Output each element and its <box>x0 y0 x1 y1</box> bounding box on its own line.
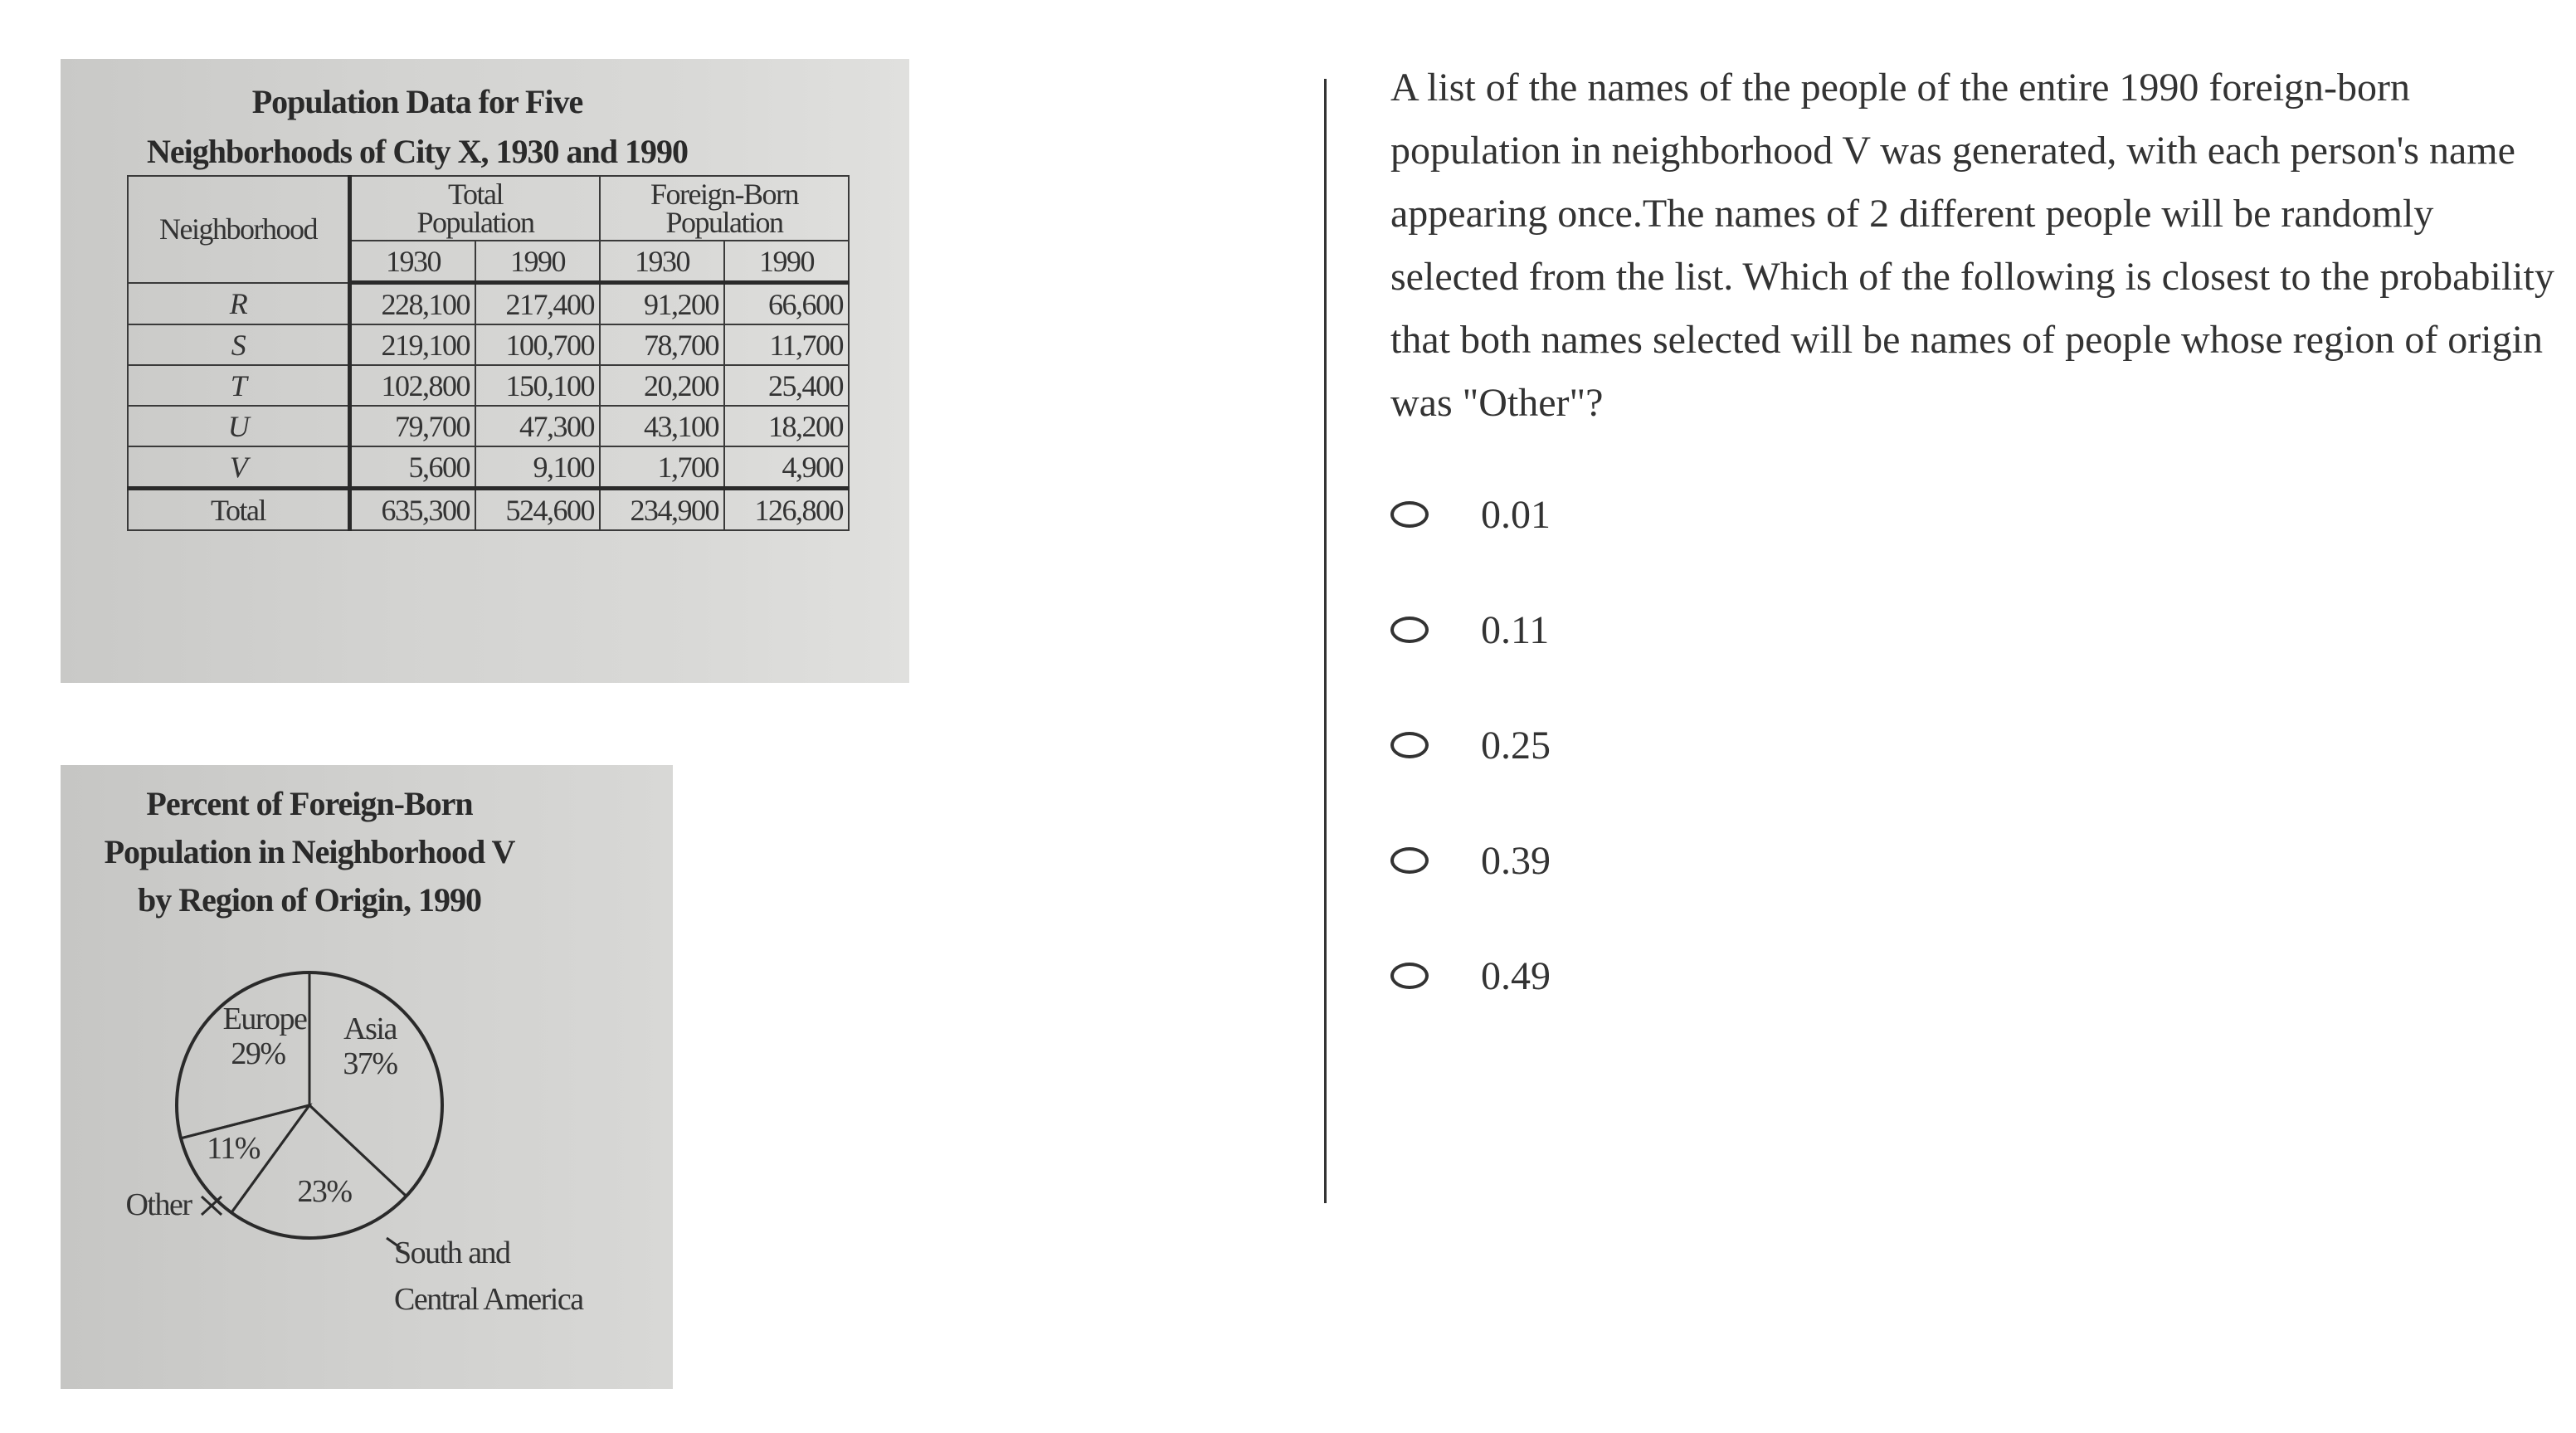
answer-option-label: 0.49 <box>1481 953 1551 998</box>
table-cell: 20,200 <box>600 365 724 406</box>
table-cell: 25,400 <box>724 365 849 406</box>
asia-percent: 37% <box>343 1046 397 1081</box>
header-total-population <box>350 176 601 241</box>
question-text: A list of the names of the people of the entire 1990 foreign-born population in neighborhood V was generated, with each person's name appearing once.The names of 2 different people will be randomly selected from the list. Which of the following is closest to the probability that both names selected will be names of people whose region of origin was "Other"? <box>1390 66 2554 425</box>
table-cell: 150,100 <box>475 365 600 406</box>
other-label: Other <box>125 1187 192 1222</box>
radio-circle-icon[interactable] <box>1390 963 1429 989</box>
header-foreign-born-population <box>600 176 849 241</box>
neighborhood-name: U <box>128 406 350 446</box>
neighborhood-name: S <box>128 324 350 365</box>
table-cell: 79,700 <box>350 406 476 446</box>
table-cell: 47,300 <box>475 406 600 446</box>
answer-option-a[interactable] <box>1390 481 1551 548</box>
table-row <box>128 365 849 406</box>
table-cell: 1,700 <box>600 446 724 489</box>
total-label: Total <box>128 489 350 531</box>
population-table-image <box>61 59 909 683</box>
table-cell: 126,800 <box>724 489 849 531</box>
europe-label: Europe <box>222 1002 307 1036</box>
table-cell: 524,600 <box>475 489 600 531</box>
neighborhood-name: R <box>128 283 350 325</box>
neighborhood-name: V <box>128 446 350 489</box>
pie-slice-asia <box>309 972 442 1197</box>
radio-circle-icon[interactable] <box>1390 847 1429 874</box>
answer-option-c[interactable] <box>1390 712 1551 778</box>
header-foreign-line1: Foreign-Born <box>650 178 798 211</box>
header-foreign-line2: Population <box>665 206 783 239</box>
population-table <box>127 175 850 531</box>
answer-options <box>1390 481 1551 1058</box>
table-cell: 9,100 <box>475 446 600 489</box>
answer-option-e[interactable] <box>1390 943 1551 1009</box>
table-title-line1: Population Data for Five <box>251 83 583 120</box>
vertical-divider <box>1324 79 1327 1203</box>
answer-option-d[interactable] <box>1390 827 1551 894</box>
pie-title-line2: Population in Neighborhood V <box>104 833 515 870</box>
year-header: 1930 <box>600 241 724 283</box>
radio-circle-icon[interactable] <box>1390 617 1429 643</box>
table-cell: 4,900 <box>724 446 849 489</box>
header-neighborhood: Neighborhood <box>128 176 350 283</box>
table-cell: 228,100 <box>350 283 476 325</box>
header-total-line2: Population <box>416 206 534 239</box>
year-header: 1930 <box>350 241 476 283</box>
pie-title-line3: by Region of Origin, 1990 <box>138 881 481 919</box>
other-percent: 11% <box>207 1131 260 1166</box>
table-cell: 102,800 <box>350 365 476 406</box>
table-cell: 234,900 <box>600 489 724 531</box>
radio-circle-icon[interactable] <box>1390 732 1429 758</box>
radio-circle-icon[interactable] <box>1390 501 1429 528</box>
table-title-line2: Neighborhoods of City X, 1930 and 1990 <box>146 133 689 170</box>
table-cell: 11,700 <box>724 324 849 365</box>
answer-option-label: 0.25 <box>1481 723 1551 768</box>
table-cell: 43,100 <box>600 406 724 446</box>
table-cell: 66,600 <box>724 283 849 325</box>
table-title <box>61 77 774 177</box>
asia-label: Asia <box>343 1011 397 1046</box>
table-cell: 78,700 <box>600 324 724 365</box>
pie-chart-image <box>61 765 673 1389</box>
header-total-line1: Total <box>448 178 503 211</box>
table-row <box>128 324 849 365</box>
sca-label-line1: South and <box>394 1236 510 1270</box>
neighborhood-name: T <box>128 365 350 406</box>
table-row <box>128 406 849 446</box>
table-cell: 91,200 <box>600 283 724 325</box>
pie-chart <box>61 765 673 1389</box>
sca-label-line2: Central America <box>394 1282 583 1317</box>
answer-option-label: 0.01 <box>1481 492 1551 537</box>
answer-option-label: 0.39 <box>1481 838 1551 883</box>
table-cell: 635,300 <box>350 489 476 531</box>
sca-percent: 23% <box>297 1174 352 1209</box>
table-header-row <box>128 176 849 241</box>
table-cell: 18,200 <box>724 406 849 446</box>
year-header: 1990 <box>475 241 600 283</box>
europe-percent: 29% <box>231 1036 285 1071</box>
answer-option-b[interactable] <box>1390 597 1551 663</box>
answer-option-label: 0.11 <box>1481 607 1550 652</box>
table-row <box>128 283 849 325</box>
table-total-row <box>128 489 849 531</box>
pie-title-line1: Percent of Foreign-Born <box>146 785 473 822</box>
table-cell: 217,400 <box>475 283 600 325</box>
table-row <box>128 446 849 489</box>
table-cell: 100,700 <box>475 324 600 365</box>
table-cell: 219,100 <box>350 324 476 365</box>
year-header: 1990 <box>724 241 849 283</box>
table-cell: 5,600 <box>350 446 476 489</box>
